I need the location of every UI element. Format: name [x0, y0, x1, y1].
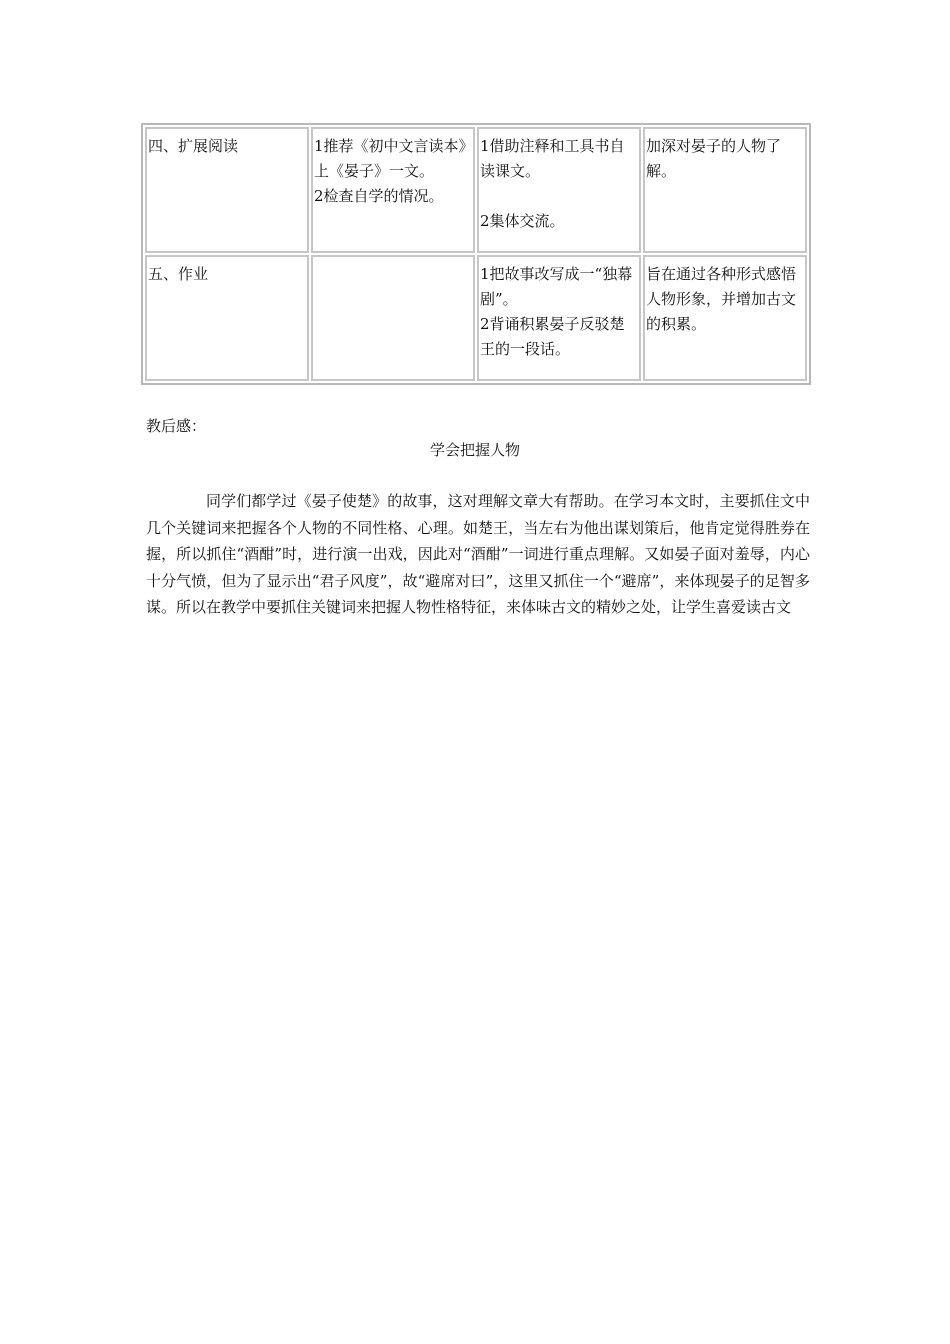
student-activity-cell: [477, 127, 641, 253]
teacher-activity-cell: [311, 127, 475, 253]
after-class-label: 教后感：: [146, 417, 207, 435]
table-row: [145, 127, 807, 253]
essay-body: 同学们都学过《晏子使楚》的故事，这对理解文章大有帮助。在学习本文时，主要抓住文中几个关键词来把握各个人物的不同性格、心理。如楚王，当左右为他出谋划策后，他肯定觉得胜券在握，所以抓住“酒酣”时，进行演一出戏，因此对“酒酣”一词进行重点理解。又如晏子面对羞辱，内心十分气愤，但为了显示出“君子风度”，故“避席对曰”，这里又抓住一个“避席”，来体现晏子的足智多谋。所以在教学中要抓住关键词来把握人物性格特征，来体味古文的精妙之处，让学生喜爱读古文: [146, 492, 810, 616]
design-intent-cell: [643, 127, 807, 253]
stage-label: 五、作业: [148, 265, 209, 283]
stage-cell: [145, 127, 309, 253]
table-row: [145, 255, 807, 381]
design-intent-cell: [643, 255, 807, 381]
student-activity-cell: [477, 255, 641, 381]
student-activity-item: 1借助注释和工具书自读课文。: [480, 137, 625, 180]
stage-cell: [145, 255, 309, 381]
student-activity-item: 1把故事改写成一“独幕剧”。: [480, 265, 633, 308]
teacher-activity-cell: [311, 255, 475, 381]
blank-line: [480, 184, 638, 209]
design-intent-text: 加深对晏子的人物了解。: [646, 137, 782, 180]
student-activity-item: 2背诵积累晏子反驳楚王的一段话。: [480, 315, 625, 358]
stage-label: 四、扩展阅读: [148, 137, 239, 155]
essay-title: 学会把握人物: [429, 441, 520, 459]
student-activity-item: 2集体交流。: [480, 212, 565, 230]
teacher-activity-item: 2检查自学的情况。: [314, 187, 444, 205]
design-intent-text: 旨在通过各种形式感悟人物形象，并增加古文的积累。: [646, 265, 797, 333]
lesson-plan-table: [141, 123, 811, 385]
teacher-activity-item: 1推荐《初中文言读本》上《晏子》一文。: [314, 137, 467, 180]
